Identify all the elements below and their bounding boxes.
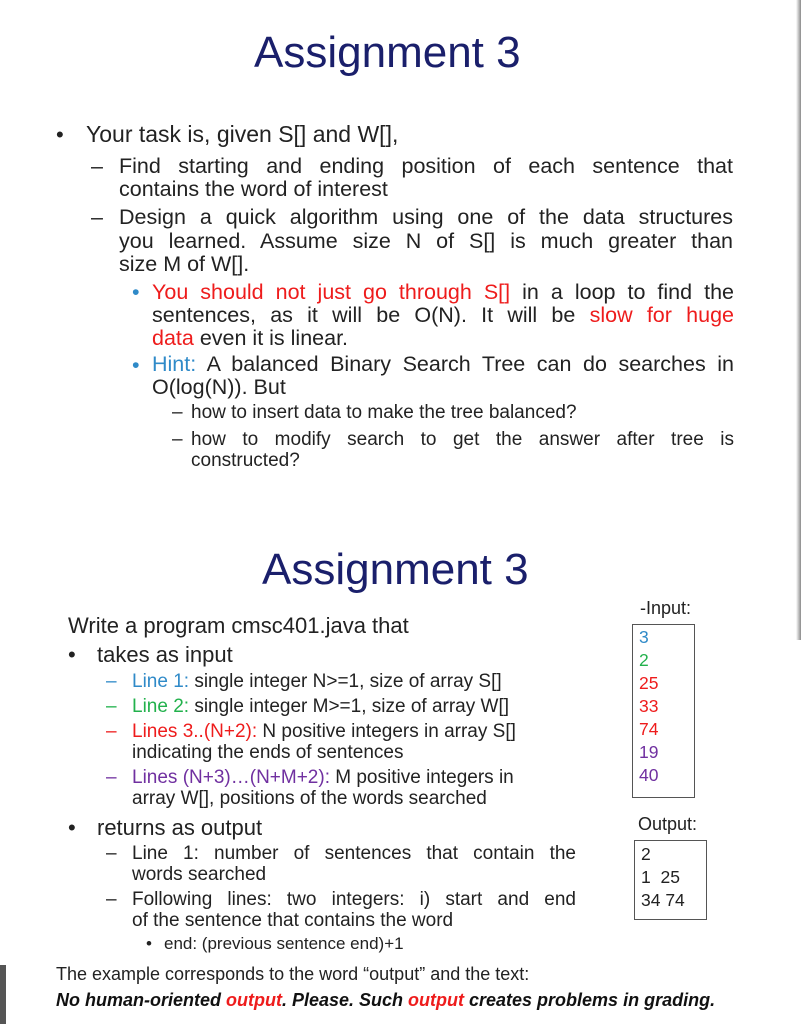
output-line2-b: of the sentence that contains the word bbox=[132, 910, 454, 931]
output-label: Output: bbox=[638, 814, 698, 834]
output-value: 1 25 bbox=[641, 867, 680, 887]
dash-marker: – bbox=[106, 721, 117, 742]
hint-line1 bbox=[152, 352, 734, 377]
line2-label: Line 2: bbox=[132, 696, 190, 717]
hint-line2: O(log(N)). But bbox=[152, 375, 286, 399]
line4-label: Lines (N+3)…(N+M+2): bbox=[132, 767, 330, 788]
dash-marker: – bbox=[91, 154, 103, 178]
warning-red-text: data bbox=[152, 326, 194, 350]
bullet-dot: • bbox=[132, 353, 140, 377]
dash-marker: – bbox=[91, 205, 103, 229]
warning-red-text: You should not just go through S[] bbox=[152, 280, 511, 304]
task-find-line1: Find starting and ending position of each sentence that bbox=[119, 154, 733, 178]
warning-line1 bbox=[152, 280, 734, 305]
note-text: No human-oriented bbox=[56, 990, 226, 1010]
task-design-line3: size M of W[]. bbox=[119, 252, 250, 276]
input-line2 bbox=[132, 696, 509, 718]
line4-text: M positive integers in bbox=[329, 767, 514, 788]
dash-marker: – bbox=[172, 402, 183, 423]
warning-line2 bbox=[152, 303, 734, 328]
dash-marker: – bbox=[172, 429, 183, 450]
bullet-dot: • bbox=[56, 122, 64, 147]
input-value: 2 bbox=[639, 650, 649, 670]
dash-marker: – bbox=[106, 696, 117, 717]
input-value: 33 bbox=[639, 696, 659, 716]
bullet-dot: • bbox=[146, 934, 152, 953]
dash-marker: – bbox=[106, 671, 117, 692]
hint-text: A balanced Binary Search Tree can do searches in bbox=[196, 352, 734, 376]
input-value: 19 bbox=[639, 742, 659, 762]
warning-text: even it is linear. bbox=[193, 326, 349, 350]
bullet-dot: • bbox=[68, 815, 76, 840]
output-line1-b: words searched bbox=[132, 864, 267, 885]
slide1-title: Assignment 3 bbox=[254, 28, 521, 77]
right-edge-strip bbox=[796, 0, 801, 640]
hint-label: Hint: bbox=[152, 352, 197, 376]
bullet-dot: • bbox=[132, 280, 140, 304]
note-text: . Please. Such bbox=[281, 990, 409, 1010]
line3-text: N positive integers in array S[] bbox=[257, 721, 516, 742]
question-modify-line2: constructed? bbox=[191, 450, 300, 471]
task-bullet: Your task is, given S[] and W[], bbox=[86, 121, 399, 147]
intro-line: Write a program cmsc401.java that bbox=[68, 613, 409, 638]
output-value: 2 bbox=[641, 844, 651, 864]
warning-line3 bbox=[152, 326, 348, 351]
input-value: 74 bbox=[639, 719, 659, 739]
line1-text: single integer N>=1, size of array S[] bbox=[189, 671, 502, 692]
dash-marker: – bbox=[106, 767, 117, 788]
output-value: 34 74 bbox=[641, 890, 685, 910]
grading-note bbox=[56, 990, 715, 1011]
warning-text: sentences, as it will be O(N). It will be bbox=[152, 303, 590, 327]
dash-marker: – bbox=[106, 889, 117, 910]
question-balance: how to insert data to make the tree balanced? bbox=[191, 402, 577, 423]
task-find-line2: contains the word of interest bbox=[119, 177, 388, 201]
task-design-line2: you learned. Assume size N of S[] is much greater than bbox=[119, 229, 733, 253]
input-box bbox=[632, 624, 695, 798]
input-value: 25 bbox=[639, 673, 659, 693]
input-line3-cont: indicating the ends of sentences bbox=[132, 742, 404, 763]
input-line3 bbox=[132, 721, 516, 743]
question-modify-line1: how to modify search to get the answer after tree is bbox=[191, 429, 734, 450]
note-red-output: output bbox=[226, 990, 282, 1010]
output-box bbox=[634, 840, 707, 920]
dash-marker: – bbox=[106, 843, 117, 864]
example-text: The example corresponds to the word “output” and the text: bbox=[56, 964, 530, 984]
slide2-title: Assignment 3 bbox=[262, 545, 529, 594]
task-design-line1: Design a quick algorithm using one of the data structures bbox=[119, 205, 733, 229]
input-value: 3 bbox=[639, 627, 649, 647]
line1-label: Line 1: bbox=[132, 671, 190, 692]
note-text: creates problems in grading. bbox=[464, 990, 716, 1010]
note-red-output: output bbox=[408, 990, 464, 1010]
left-edge-strip bbox=[0, 965, 6, 1024]
end-note: end: (previous sentence end)+1 bbox=[164, 934, 404, 953]
input-line1 bbox=[132, 671, 502, 693]
input-value: 40 bbox=[639, 765, 659, 785]
output-line1-a: Line 1: number of sentences that contain the bbox=[132, 843, 576, 864]
warning-red-text: slow for huge bbox=[589, 303, 734, 327]
input-line4-cont: array W[], positions of the words searched bbox=[132, 788, 487, 809]
line2-text: single integer M>=1, size of array W[] bbox=[189, 696, 510, 717]
returns-output: returns as output bbox=[97, 815, 263, 840]
input-line4 bbox=[132, 767, 514, 789]
input-label: -Input: bbox=[640, 598, 692, 618]
line3-label: Lines 3..(N+2): bbox=[132, 721, 258, 742]
output-line2-a: Following lines: two integers: i) start and end bbox=[132, 889, 576, 910]
warning-black-text: in a loop to find the bbox=[510, 280, 734, 304]
bullet-dot: • bbox=[68, 642, 76, 667]
takes-input: takes as input bbox=[97, 642, 233, 667]
